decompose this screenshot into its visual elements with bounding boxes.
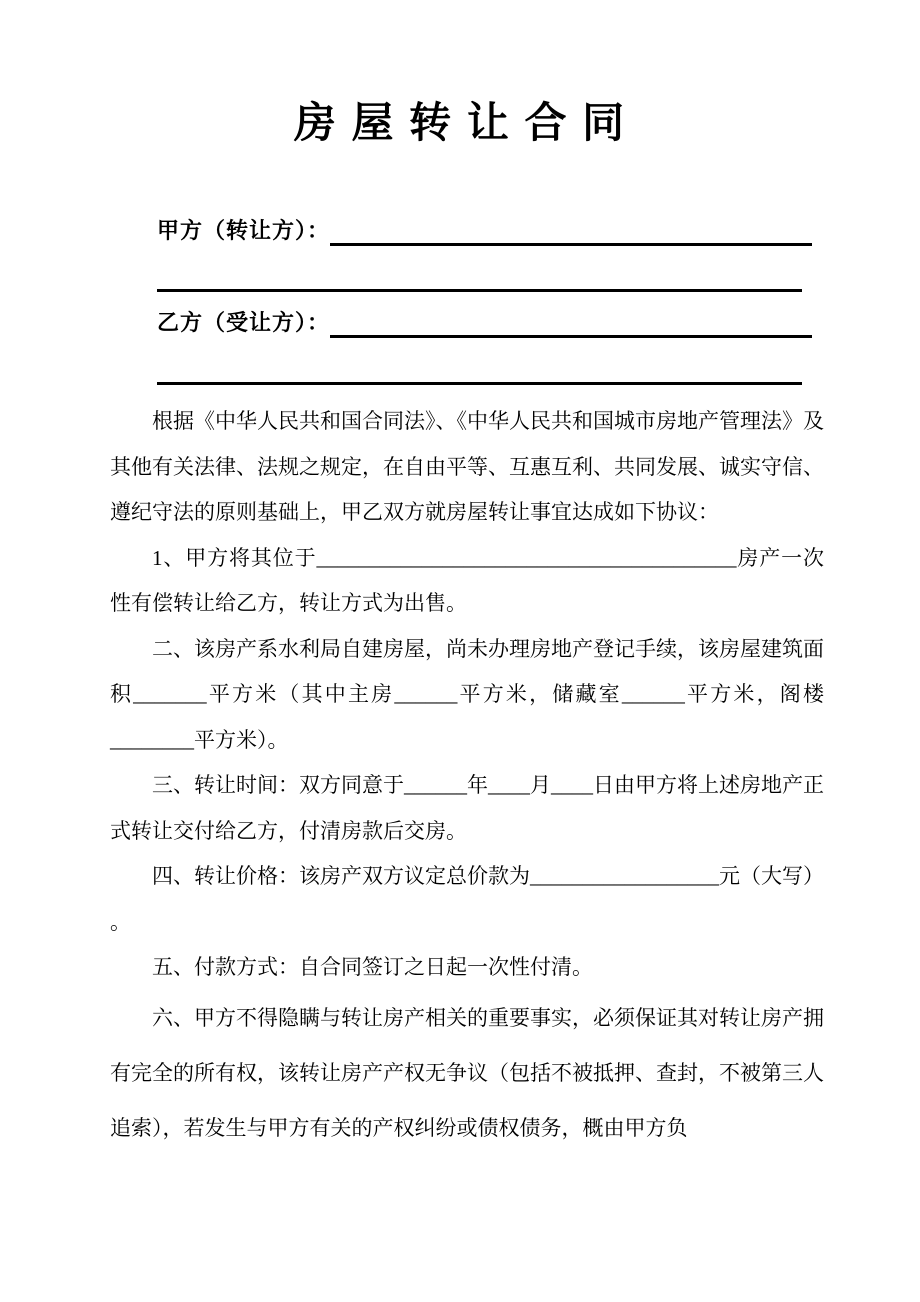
party-b-name-blank[interactable]	[330, 304, 812, 338]
party-b-row	[157, 292, 812, 338]
clause-2: 二、该房产系水利局自建房屋，尚未办理房地产登记手续，该房屋建筑面积_______平方米（其中主房______平方米，储藏室______平方米，阁楼________平方米）。	[110, 636, 824, 752]
preamble-paragraph: 根据《中华人民共和国合同法》、《中华人民共和国城市房地产管理法》及其他有关法律、法规之规定，在自由平等、互惠互利、共同发展、诚实守信、遵纪守法的原则基础上，甲乙双方就房屋转让事宜达成如下协议：	[110, 409, 824, 524]
party-a-name-blank[interactable]	[330, 212, 812, 246]
party-a-label: 甲方（转让方）：	[157, 218, 331, 243]
document-title: 房 屋 转 让 合 同	[293, 99, 627, 146]
party-block	[157, 200, 812, 385]
party-b-extra-blank[interactable]	[157, 338, 802, 385]
party-a-extra-blank[interactable]	[157, 246, 802, 292]
clause-3: 三、转让时间：双方同意于______年____月____日由甲方将上述房地产正式转让交付给乙方，付清房款后交房。	[110, 773, 824, 843]
party-a-row	[157, 200, 812, 246]
party-b-label: 乙方（受让方）：	[157, 310, 331, 335]
clause-5: 五、付款方式：自合同签订之日起一次性付清。	[152, 955, 593, 979]
contract-body	[110, 399, 824, 1156]
clause-1: 1、甲方将其位于________________________________________房产一次性有偿转让给乙方，转让方式为出售。	[110, 545, 824, 615]
clause-4: 四、转让价格：该房产双方议定总价款为__________________元（大写） 。	[110, 864, 824, 934]
clause-6: 六、甲方不得隐瞒与转让房产相关的重要事实，必须保证其对转让房产拥有完全的所有权，该转让房产产权无争议（包括不被抵押、查封，不被第三人追索），若发生与甲方有关的产权纠纷或债权债务，概由甲方负	[110, 1005, 824, 1140]
